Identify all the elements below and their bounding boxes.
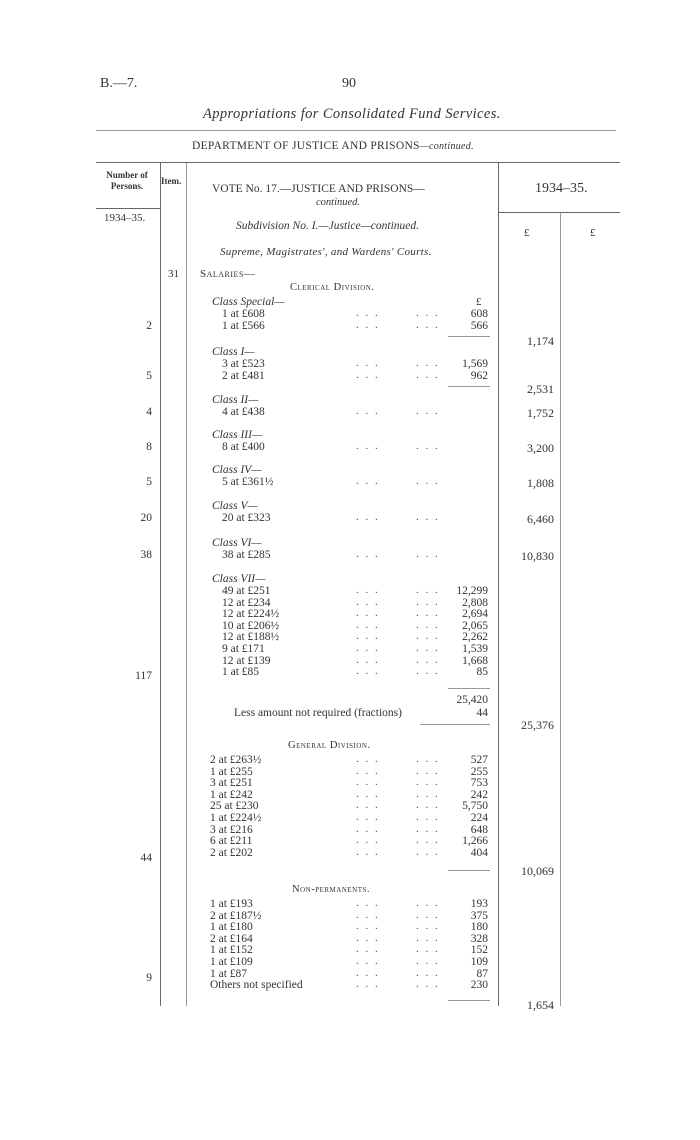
leader-dots: . . . <box>356 978 380 991</box>
year-rule <box>498 212 620 213</box>
line-label: 20 at £323 <box>222 512 271 524</box>
line-amount: 1,266 <box>462 835 488 848</box>
total-amount: 25,376 <box>521 718 554 732</box>
leader-dots: . . . <box>356 584 380 596</box>
leader-dots: . . . <box>416 511 440 523</box>
leader-dots: . . . <box>356 955 380 967</box>
title-rule <box>96 130 616 131</box>
line-label: 1 at £85 <box>222 666 260 679</box>
line-amount: 527 <box>470 754 488 766</box>
line-label: 1 at £152 <box>210 944 253 957</box>
leader-dots: . . . <box>356 475 380 487</box>
col-item-header: Item. <box>161 176 182 186</box>
line-label: 38 at £285 <box>222 549 271 561</box>
rule-persons-item <box>160 163 161 1006</box>
line-label: 1 at £608 <box>222 308 265 320</box>
leader-dots: . . . <box>356 943 380 956</box>
sum-rule <box>448 336 490 337</box>
line-label: 25 at £230 <box>210 800 259 813</box>
line-label: 10 at £206½ <box>222 619 280 632</box>
leader-dots: . . . <box>356 511 380 523</box>
total-amount: 6,460 <box>527 512 554 526</box>
year-header: 1934–35. <box>535 181 588 196</box>
leader-dots: . . . <box>416 307 440 319</box>
leader-dots: . . . <box>356 834 380 847</box>
line-amount: 328 <box>470 932 488 945</box>
leader-dots: . . . <box>416 475 440 487</box>
nonperm-heading: Non-permanents. <box>292 884 370 895</box>
line-amount: 242 <box>470 788 488 801</box>
leader-dots: . . . <box>416 548 440 560</box>
leader-dots: . . . <box>356 897 380 909</box>
line-label: 12 at £224½ <box>222 608 280 621</box>
line-label: 8 at £400 <box>222 441 265 453</box>
leader-dots: . . . <box>416 595 440 608</box>
table-top-rule <box>96 162 620 163</box>
leader-dots: . . . <box>416 787 440 800</box>
leader-dots: . . . <box>356 764 380 777</box>
line-label: 49 at £251 <box>222 585 271 597</box>
rule-item-desc <box>186 163 187 1006</box>
persons-count: 8 <box>146 441 152 453</box>
line-label: 2 at £187½ <box>210 909 262 922</box>
line-amount: 2,694 <box>462 608 488 621</box>
clerical-heading: Clerical Division. <box>290 282 375 293</box>
page-ref: B.—7. <box>100 76 138 91</box>
department-heading <box>192 140 474 152</box>
leader-dots: . . . <box>416 943 440 956</box>
leader-dots: . . . <box>416 319 440 331</box>
leader-dots: . . . <box>416 753 440 765</box>
leader-dots: . . . <box>356 776 380 789</box>
line-amount: 152 <box>470 944 488 957</box>
leader-dots: . . . <box>356 908 380 921</box>
line-amount: 1,539 <box>462 643 488 655</box>
total-amount: 3,200 <box>527 441 554 455</box>
class-name: Class I— <box>212 346 255 358</box>
leader-dots: . . . <box>416 799 440 812</box>
persons-count: 20 <box>140 512 152 524</box>
persons-count: 38 <box>140 549 152 561</box>
leader-dots: . . . <box>416 776 440 789</box>
total-amount: 1,174 <box>527 334 554 348</box>
leader-dots: . . . <box>416 908 440 921</box>
total-amount: 1,654 <box>527 998 554 1012</box>
line-amount: 109 <box>470 956 488 968</box>
line-amount: 224 <box>470 812 488 824</box>
subdivision-heading <box>236 220 419 232</box>
leader-dots: . . . <box>416 618 440 631</box>
pound-col1: £ <box>524 227 530 239</box>
persons-year: 1934–35. <box>104 212 146 224</box>
total-amount: 2,531 <box>527 382 554 396</box>
leader-dots: . . . <box>416 822 440 835</box>
leader-dots: . . . <box>416 931 440 944</box>
line-amount: 2,065 <box>462 619 488 632</box>
line-label: 1 at £242 <box>210 788 253 801</box>
line-amount: 193 <box>470 898 488 910</box>
line-amount: 753 <box>470 777 488 790</box>
line-label: 2 at £202 <box>210 846 253 859</box>
leader-dots: . . . <box>416 584 440 596</box>
leader-dots: . . . <box>416 630 440 643</box>
leader-dots: . . . <box>416 369 440 381</box>
line-label: 2 at £263½ <box>210 754 262 766</box>
persons-count: 2 <box>146 320 152 332</box>
total-amount: 1,752 <box>527 406 554 420</box>
persons-count: 4 <box>146 406 152 418</box>
total-amount: 10,830 <box>521 549 554 563</box>
sum-rule <box>448 688 490 689</box>
leader-dots: . . . <box>356 630 380 643</box>
leader-dots: . . . <box>356 548 380 560</box>
line-label: 2 at £481 <box>222 370 265 382</box>
leader-dots: . . . <box>416 834 440 847</box>
persons-count: 44 <box>140 852 152 864</box>
line-label: 9 at £171 <box>222 643 265 655</box>
line-amount: 962 <box>470 370 488 382</box>
persons-count: 9 <box>146 972 152 984</box>
leader-dots: . . . <box>356 357 380 369</box>
line-label: 1 at £224½ <box>210 812 262 824</box>
less-amount: 44 <box>476 707 488 719</box>
leader-dots: . . . <box>356 642 380 654</box>
salaries-heading: Salaries— <box>200 268 256 280</box>
persons-header-rule <box>96 208 160 209</box>
line-amount: 648 <box>470 823 488 836</box>
leader-dots: . . . <box>356 822 380 835</box>
leader-dots: . . . <box>416 665 440 678</box>
line-label: 2 at £164 <box>210 932 253 945</box>
line-amount: 1,668 <box>462 654 488 667</box>
line-amount: 404 <box>470 846 488 859</box>
line-label: 3 at £216 <box>210 823 253 836</box>
leader-dots: . . . <box>416 811 440 823</box>
leader-dots: . . . <box>416 440 440 452</box>
department-name: DEPARTMENT OF JUSTICE AND PRISONS <box>192 140 420 152</box>
page-number: 90 <box>342 76 356 91</box>
leader-dots: . . . <box>356 787 380 800</box>
leader-dots: . . . <box>416 955 440 967</box>
leader-dots: . . . <box>416 642 440 654</box>
line-label: 1 at £566 <box>222 320 265 332</box>
leader-dots: . . . <box>416 966 440 979</box>
vote-title: VOTE No. 17.—JUSTICE AND PRISONS— <box>212 183 425 195</box>
leader-dots: . . . <box>356 753 380 765</box>
leader-dots: . . . <box>416 607 440 620</box>
leader-dots: . . . <box>356 440 380 452</box>
leader-dots: . . . <box>356 405 380 417</box>
leader-dots: . . . <box>356 811 380 823</box>
line-amount: 255 <box>470 765 488 778</box>
leader-dots: . . . <box>416 920 440 933</box>
leader-dots: . . . <box>356 607 380 620</box>
vote-continued: continued. <box>316 197 361 208</box>
line-amount: 608 <box>470 308 488 320</box>
line-label: 1 at £87 <box>210 967 248 980</box>
persons-count: 5 <box>146 370 152 382</box>
leader-dots: . . . <box>416 764 440 777</box>
line-amount: 180 <box>470 921 488 934</box>
leader-dots: . . . <box>356 653 380 666</box>
less-label: Less amount not required (fractions) <box>234 707 402 719</box>
leader-dots: . . . <box>356 920 380 933</box>
rule-desc-total <box>498 163 499 1006</box>
line-label: 1 at £109 <box>210 956 253 968</box>
persons-count: 5 <box>146 476 152 488</box>
line-amount: 1,569 <box>462 358 488 370</box>
line-label: 3 at £523 <box>222 358 265 370</box>
line-label: 1 at £255 <box>210 765 253 778</box>
rule-total-right <box>560 213 561 1006</box>
leader-dots: . . . <box>416 357 440 369</box>
line-label: Others not specified <box>210 979 303 992</box>
leader-dots: . . . <box>416 405 440 417</box>
courts-heading: Supreme, Magistrates', and Wardens' Courts. <box>220 246 432 258</box>
line-label: 3 at £251 <box>210 777 253 790</box>
line-label: 12 at £234 <box>222 596 271 609</box>
total-amount: 10,069 <box>521 864 554 878</box>
sum-rule <box>448 386 490 387</box>
pound-marker: £ <box>476 296 482 308</box>
sum-rule <box>448 870 490 871</box>
leader-dots: . . . <box>356 319 380 331</box>
total-amount: 1,808 <box>527 476 554 490</box>
leader-dots: . . . <box>416 978 440 991</box>
leader-dots: . . . <box>356 799 380 812</box>
page-title: Appropriations for Consolidated Fund Services. <box>203 106 501 122</box>
leader-dots: . . . <box>356 618 380 631</box>
class-subtotal: 25,420 <box>456 694 488 706</box>
line-amount: 2,262 <box>462 631 488 644</box>
line-label: 5 at £361½ <box>222 476 274 488</box>
class-name: Class VI— <box>212 537 262 549</box>
line-label: 6 at £211 <box>210 835 253 848</box>
line-label: 1 at £180 <box>210 921 253 934</box>
line-amount: 375 <box>470 909 488 922</box>
leader-dots: . . . <box>356 966 380 979</box>
sum-rule <box>420 724 490 725</box>
line-label: 4 at £438 <box>222 406 265 418</box>
leader-dots: . . . <box>356 595 380 608</box>
item-number: 31 <box>168 268 179 280</box>
leader-dots: . . . <box>356 845 380 858</box>
leader-dots: . . . <box>416 845 440 858</box>
class-name: Class VII— <box>212 573 266 585</box>
line-amount: 566 <box>470 320 488 332</box>
line-amount: 12,299 <box>456 585 488 597</box>
subdivision-text: Subdivision No. I.—Justice—continued. <box>236 220 420 232</box>
line-amount: 2,808 <box>462 596 488 609</box>
general-heading: General Division. <box>288 740 371 751</box>
leader-dots: . . . <box>416 897 440 909</box>
class-name: Class Special— <box>212 296 285 308</box>
class-name: Class IV— <box>212 464 262 476</box>
pound-col2: £ <box>590 227 596 239</box>
line-amount: 5,750 <box>462 800 488 813</box>
col-persons-header: Number of Persons. <box>106 170 148 191</box>
line-amount: 87 <box>476 967 488 980</box>
sum-rule <box>448 1000 490 1001</box>
persons-count: 117 <box>135 670 152 682</box>
line-amount: 85 <box>476 666 488 679</box>
class-name: Class II— <box>212 394 259 406</box>
class-name: Class V— <box>212 500 258 512</box>
line-label: 12 at £139 <box>222 654 271 667</box>
line-label: 12 at £188½ <box>222 631 280 644</box>
leader-dots: . . . <box>356 931 380 944</box>
leader-dots: . . . <box>356 369 380 381</box>
leader-dots: . . . <box>356 307 380 319</box>
department-continued: —continued. <box>419 141 474 152</box>
line-amount: 230 <box>470 979 488 992</box>
line-label: 1 at £193 <box>210 898 253 910</box>
class-name: Class III— <box>212 429 263 441</box>
leader-dots: . . . <box>416 653 440 666</box>
leader-dots: . . . <box>356 665 380 678</box>
